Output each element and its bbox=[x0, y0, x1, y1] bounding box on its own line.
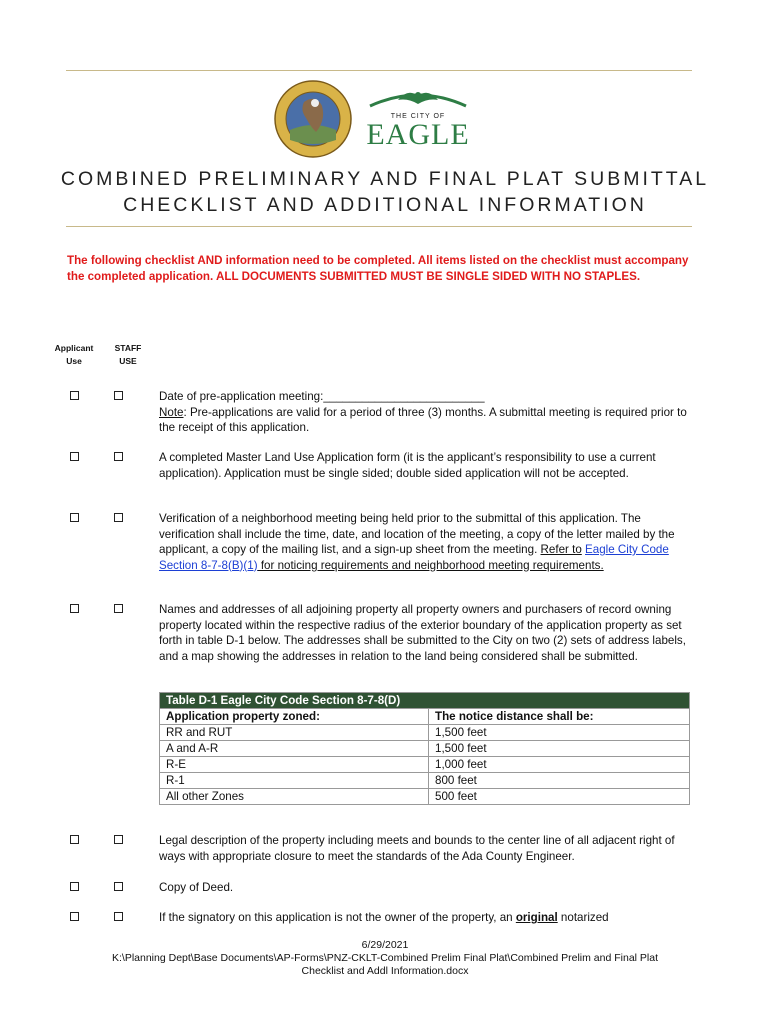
applicant-checkbox-addresses[interactable] bbox=[70, 604, 79, 613]
applicant-checkbox-pre-app[interactable] bbox=[70, 391, 79, 400]
title-line-2: CHECKLIST AND ADDITIONAL INFORMATION bbox=[123, 194, 647, 216]
city-small-label: THE CITY OF bbox=[390, 113, 446, 120]
neighborhood-after-link: for noticing requirements and neighborhood meeting requirements. bbox=[257, 558, 604, 572]
item-signatory bbox=[159, 910, 694, 926]
table-row bbox=[160, 789, 690, 805]
table-title-row bbox=[160, 693, 690, 709]
table-title: Table D-1 Eagle City Code Section 8-7-8(D) bbox=[160, 693, 690, 709]
item-neighborhood bbox=[159, 511, 694, 573]
title-line-1: COMBINED PRELIMINARY AND FINAL PLAT SUBMITTAL bbox=[60, 168, 710, 190]
staff-checkbox-master-form[interactable] bbox=[114, 452, 123, 461]
staff-checkbox-addresses[interactable] bbox=[114, 604, 123, 613]
neighborhood-refer: Refer to bbox=[540, 543, 582, 556]
item-addresses: Names and addresses of all adjoining property all property owners and purchasers of record owning property located within the respective radius of the exterior boundary of the application property as set forth in table D-1 below. The addresses shall be submitted to the City on two (2) sets of address labels, and a map showing the addresses in relation to the land being considered shall be submitted. bbox=[159, 603, 686, 663]
distance-cell: 500 feet bbox=[429, 789, 690, 805]
distance-cell: 1,000 feet bbox=[429, 757, 690, 773]
applicant-header-line2: Use bbox=[66, 356, 82, 366]
notice-text: The following checklist AND information need to be completed. All items listed on the checklist must accompany the completed application. ALL DOCUMENTS SUBMITTED MUST BE SINGLE SIDED WITH NO STAPLES. bbox=[67, 254, 689, 283]
staff-checkbox-deed[interactable] bbox=[114, 882, 123, 891]
item-master-form: A completed Master Land Use Application form (it is the applicant’s responsibility to use a current application). Application must be single sided; double sided application will not be accepted. bbox=[159, 451, 656, 480]
staff-use-header bbox=[108, 342, 148, 368]
eagle-emblem-icon bbox=[368, 86, 468, 112]
title-rule bbox=[66, 226, 692, 227]
staff-checkbox-neighborhood[interactable] bbox=[114, 513, 123, 522]
distance-cell: 1,500 feet bbox=[429, 741, 690, 757]
applicant-checkbox-deed[interactable] bbox=[70, 882, 79, 891]
zone-cell: R-1 bbox=[160, 773, 429, 789]
staff-checkbox-legal[interactable] bbox=[114, 835, 123, 844]
table-row bbox=[160, 757, 690, 773]
distance-cell: 1,500 feet bbox=[429, 725, 690, 741]
pre-app-line: Date of pre-application meeting:_________________________ bbox=[159, 390, 485, 403]
neighborhood-text: Verification of a neighborhood meeting being held prior to the submittal of this application. The verification shall include the time, date, and location of the meeting, a copy of the letter mailed by the applicant, a copy of the mailing list, and a sign-up sheet from the meeting. bbox=[159, 512, 675, 556]
city-code-link[interactable]: Eagle City Code Section 8-7-8(B)(1) bbox=[159, 543, 669, 572]
staff-header-line1: STAFF bbox=[114, 343, 142, 353]
applicant-checkbox-master-form[interactable] bbox=[70, 452, 79, 461]
signatory-after: notarized bbox=[557, 911, 609, 924]
signatory-bold: original bbox=[515, 911, 558, 924]
footer-date: 6/29/2021 bbox=[361, 939, 409, 951]
applicant-checkbox-signatory[interactable] bbox=[70, 912, 79, 921]
table-d1 bbox=[159, 692, 690, 805]
table-col-distance: The notice distance shall be: bbox=[429, 709, 690, 725]
staff-checkbox-pre-app[interactable] bbox=[114, 391, 123, 400]
city-name-label: EAGLE bbox=[366, 118, 470, 151]
item-deed: Copy of Deed. bbox=[159, 881, 234, 894]
table-row bbox=[160, 725, 690, 741]
pre-app-note bbox=[159, 405, 694, 436]
footer-path-2: Checklist and Addl Information.docx bbox=[301, 965, 469, 977]
top-rule bbox=[66, 70, 692, 71]
zone-cell: All other Zones bbox=[160, 789, 429, 805]
item-legal: Legal description of the property including meets and bounds to the center line of all adjacent right of ways with appropriate closure to meet the standards of the Ada County Engineer. bbox=[159, 834, 675, 863]
signatory-before: If the signatory on this application is not the owner of the property, an bbox=[159, 911, 516, 924]
zone-cell: RR and RUT bbox=[160, 725, 429, 741]
zone-cell: R-E bbox=[160, 757, 429, 773]
zone-cell: A and A-R bbox=[160, 741, 429, 757]
footer-path-1: K:\Planning Dept\Base Documents\AP-Forms\PNZ-CKLT-Combined Prelim Final Plat\Combined Prelim and Final Plat bbox=[111, 952, 658, 964]
table-row bbox=[160, 741, 690, 757]
applicant-checkbox-legal[interactable] bbox=[70, 835, 79, 844]
applicant-checkbox-neighborhood[interactable] bbox=[70, 513, 79, 522]
staff-header-line2: USE bbox=[119, 356, 137, 366]
table-row bbox=[160, 773, 690, 789]
item-pre-app bbox=[159, 389, 694, 436]
applicant-use-header bbox=[50, 342, 98, 368]
applicant-header-line1: Applicant bbox=[54, 343, 94, 353]
staff-checkbox-signatory[interactable] bbox=[114, 912, 123, 921]
table-header-row bbox=[160, 709, 690, 725]
note-text: : Pre-applications are valid for a period of three (3) months. A submittal meeting is required prior to the receipt of this application. bbox=[159, 405, 687, 434]
note-label: Note bbox=[159, 405, 184, 419]
table-col-zoned: Application property zoned: bbox=[160, 709, 429, 725]
distance-cell: 800 feet bbox=[429, 773, 690, 789]
